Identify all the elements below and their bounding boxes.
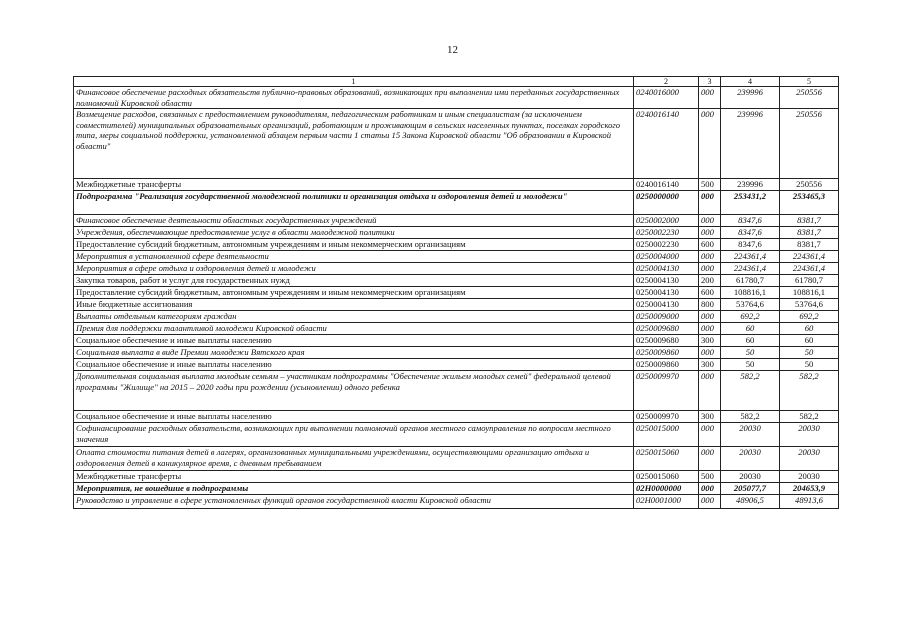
row-expense-type: 600 — [699, 287, 721, 299]
row-description: Премия для поддержки талантливой молодежи Кировской области — [74, 323, 634, 335]
row-value-col5: 60 — [780, 335, 839, 347]
row-code: 0250004130 — [634, 263, 699, 275]
table-row — [74, 335, 839, 347]
row-expense-type: 500 — [699, 471, 721, 483]
row-description: Руководство и управление в сфере установленных функций органов государственной власти Кировской области — [74, 495, 634, 509]
row-description: Мероприятия, не вошедшие в подпрограммы — [74, 483, 634, 495]
row-expense-type: 300 — [699, 335, 721, 347]
row-value-col4: 582,2 — [721, 371, 780, 411]
row-value-col4: 20030 — [721, 447, 780, 471]
row-value-col5: 250556 — [780, 109, 839, 179]
row-expense-type: 300 — [699, 411, 721, 423]
row-description: Иные бюджетные ассигнования — [74, 299, 634, 311]
row-value-col5: 108816,1 — [780, 287, 839, 299]
row-expense-type: 000 — [699, 347, 721, 359]
row-value-col4: 239996 — [721, 179, 780, 191]
row-value-col5: 582,2 — [780, 371, 839, 411]
table-row — [74, 239, 839, 251]
row-description: Социальное обеспечение и иные выплаты населению — [74, 335, 634, 347]
row-code: 0250004130 — [634, 287, 699, 299]
table-row — [74, 87, 839, 109]
row-description: Социальная выплата в виде Премии молодежи Вятского края — [74, 347, 634, 359]
row-code: 0250009970 — [634, 411, 699, 423]
row-code: 0250015060 — [634, 471, 699, 483]
row-value-col5: 250556 — [780, 179, 839, 191]
table-row — [74, 251, 839, 263]
row-code: 0250009680 — [634, 323, 699, 335]
header-col-4: 4 — [721, 77, 780, 87]
row-code: 0240016140 — [634, 109, 699, 179]
row-description: Межбюджетные трансферты — [74, 471, 634, 483]
row-description: Социальное обеспечение и иные выплаты населению — [74, 411, 634, 423]
row-expense-type: 000 — [699, 227, 721, 239]
row-value-col4: 239996 — [721, 87, 780, 109]
row-value-col4: 224361,4 — [721, 263, 780, 275]
row-expense-type: 000 — [699, 109, 721, 179]
row-description: Дополнительная социальная выплата молодым семьям – участникам подпрограммы "Обеспечение жильем молодых семей" федеральной целевой программы "Жилище" на 2015 – 2020 годы при рождении (усыновлении) одного ребенка — [74, 371, 634, 411]
row-value-col4: 60 — [721, 323, 780, 335]
row-expense-type: 000 — [699, 447, 721, 471]
row-expense-type: 000 — [699, 263, 721, 275]
row-expense-type: 600 — [699, 239, 721, 251]
row-value-col5: 224361,4 — [780, 263, 839, 275]
row-code: 0250009000 — [634, 311, 699, 323]
row-code: 0250015000 — [634, 423, 699, 447]
row-description: Мероприятия в сфере отдыха и оздоровления детей и молодежи — [74, 263, 634, 275]
row-code: 0250004130 — [634, 299, 699, 311]
table-row — [74, 359, 839, 371]
row-code: 0240016140 — [634, 179, 699, 191]
row-value-col4: 224361,4 — [721, 251, 780, 263]
row-value-col4: 53764,6 — [721, 299, 780, 311]
row-value-col4: 239996 — [721, 109, 780, 179]
row-description: Учреждения, обеспечивающие предоставление услуг в области молодежной политики — [74, 227, 634, 239]
row-expense-type: 000 — [699, 311, 721, 323]
row-value-col5: 61780,7 — [780, 275, 839, 287]
row-value-col4: 692,2 — [721, 311, 780, 323]
table-row — [74, 411, 839, 423]
header-col-5: 5 — [780, 77, 839, 87]
row-code: 0250009860 — [634, 359, 699, 371]
row-description: Подпрограмма "Реализация государственной молодежной политики и организация отдыха и оздоровления детей и молодежи" — [74, 191, 634, 215]
row-description: Социальное обеспечение и иные выплаты населению — [74, 359, 634, 371]
table-row — [74, 495, 839, 509]
row-value-col4: 8347,6 — [721, 227, 780, 239]
table-row — [74, 347, 839, 359]
row-description: Межбюджетные трансферты — [74, 179, 634, 191]
row-value-col5: 53764,6 — [780, 299, 839, 311]
row-value-col4: 61780,7 — [721, 275, 780, 287]
row-expense-type: 000 — [699, 251, 721, 263]
row-description: Выплаты отдельным категориям граждан — [74, 311, 634, 323]
row-description: Финансовое обеспечение деятельности областных государственных учреждений — [74, 215, 634, 227]
row-code: 0250009680 — [634, 335, 699, 347]
row-code: 02Н0000000 — [634, 483, 699, 495]
header-col-1: 1 — [74, 77, 634, 87]
row-value-col5: 8381,7 — [780, 227, 839, 239]
row-value-col4: 253431,2 — [721, 191, 780, 215]
row-code: 0250002230 — [634, 239, 699, 251]
header-col-2: 2 — [634, 77, 699, 87]
row-code: 0250004000 — [634, 251, 699, 263]
table-row — [74, 299, 839, 311]
row-code: 0240016000 — [634, 87, 699, 109]
row-code: 0250009970 — [634, 371, 699, 411]
table-body — [74, 87, 839, 509]
row-expense-type: 000 — [699, 87, 721, 109]
row-expense-type: 000 — [699, 215, 721, 227]
row-description: Предоставление субсидий бюджетным, автономным учреждениям и иным некоммерческим организациям — [74, 239, 634, 251]
row-value-col5: 50 — [780, 347, 839, 359]
row-code: 0250015060 — [634, 447, 699, 471]
row-value-col5: 8381,7 — [780, 239, 839, 251]
row-value-col5: 582,2 — [780, 411, 839, 423]
row-description: Возмещение расходов, связанных с предоставлением руководителям, педагогическим работникам и иным специалистам (за исключением совместителей) муниципальных образовательных организаций, работающим и проживающим в сельских населенных пунктах, поселках городского типа, меры социальной поддержки, установленной абзацем первым части 1 статьи 15 Закона Кировской области "Об образовании в Кировской области" — [74, 109, 634, 179]
header-col-3: 3 — [699, 77, 721, 87]
row-value-col4: 108816,1 — [721, 287, 780, 299]
row-expense-type: 000 — [699, 191, 721, 215]
row-value-col5: 20030 — [780, 423, 839, 447]
row-expense-type: 000 — [699, 483, 721, 495]
row-value-col5: 204653,9 — [780, 483, 839, 495]
table-row — [74, 423, 839, 447]
page-number: 12 — [447, 44, 458, 56]
row-value-col5: 253465,3 — [780, 191, 839, 215]
row-value-col5: 48913,6 — [780, 495, 839, 509]
row-value-col4: 205077,7 — [721, 483, 780, 495]
row-value-col4: 48906,5 — [721, 495, 780, 509]
row-value-col4: 8347,6 — [721, 215, 780, 227]
row-expense-type: 000 — [699, 371, 721, 411]
table-row — [74, 371, 839, 411]
row-description: Предоставление субсидий бюджетным, автономным учреждениям и иным некоммерческим организациям — [74, 287, 634, 299]
row-value-col4: 60 — [721, 335, 780, 347]
row-code: 0250009860 — [634, 347, 699, 359]
row-expense-type: 000 — [699, 323, 721, 335]
table-row — [74, 311, 839, 323]
table-row — [74, 191, 839, 215]
row-value-col4: 50 — [721, 359, 780, 371]
table-row — [74, 227, 839, 239]
row-value-col4: 8347,6 — [721, 239, 780, 251]
table-row — [74, 179, 839, 191]
row-expense-type: 300 — [699, 359, 721, 371]
row-code: 0250002230 — [634, 227, 699, 239]
table-row — [74, 323, 839, 335]
row-value-col5: 20030 — [780, 471, 839, 483]
row-description: Закупка товаров, работ и услуг для государственных нужд — [74, 275, 634, 287]
table-row — [74, 447, 839, 471]
row-code: 0250000000 — [634, 191, 699, 215]
row-value-col5: 250556 — [780, 87, 839, 109]
row-value-col5: 20030 — [780, 447, 839, 471]
row-value-col4: 582,2 — [721, 411, 780, 423]
table-row — [74, 471, 839, 483]
row-expense-type: 000 — [699, 495, 721, 509]
row-value-col5: 224361,4 — [780, 251, 839, 263]
row-expense-type: 000 — [699, 423, 721, 447]
row-expense-type: 800 — [699, 299, 721, 311]
row-expense-type: 500 — [699, 179, 721, 191]
row-description: Мероприятия в установленной сфере деятельности — [74, 251, 634, 263]
row-value-col4: 20030 — [721, 423, 780, 447]
row-code: 02Н0001000 — [634, 495, 699, 509]
row-description: Оплата стоимости питания детей в лагерях, организованных муниципальными учреждениями, осуществляющими организацию отдыха и оздоровления детей в каникулярное время, с дневным пребыванием — [74, 447, 634, 471]
table-row — [74, 483, 839, 495]
row-value-col5: 692,2 — [780, 311, 839, 323]
row-description: Финансовое обеспечение расходных обязательств публично-правовых образований, возникающих при выполнении ими переданных государственных полномочий Кировской области — [74, 87, 634, 109]
row-description: Софинансирование расходных обязательств, возникающих при выполнении полномочий органов местного самоуправления по вопросам местного значения — [74, 423, 634, 447]
table-row — [74, 109, 839, 179]
table-row — [74, 287, 839, 299]
row-value-col4: 20030 — [721, 471, 780, 483]
table-row — [74, 263, 839, 275]
table-row — [74, 215, 839, 227]
budget-table — [73, 76, 839, 509]
row-value-col5: 50 — [780, 359, 839, 371]
header-row — [74, 77, 839, 87]
row-value-col4: 50 — [721, 347, 780, 359]
row-code: 0250004130 — [634, 275, 699, 287]
table-row — [74, 275, 839, 287]
row-value-col5: 8381,7 — [780, 215, 839, 227]
row-code: 0250002000 — [634, 215, 699, 227]
row-value-col5: 60 — [780, 323, 839, 335]
row-expense-type: 200 — [699, 275, 721, 287]
